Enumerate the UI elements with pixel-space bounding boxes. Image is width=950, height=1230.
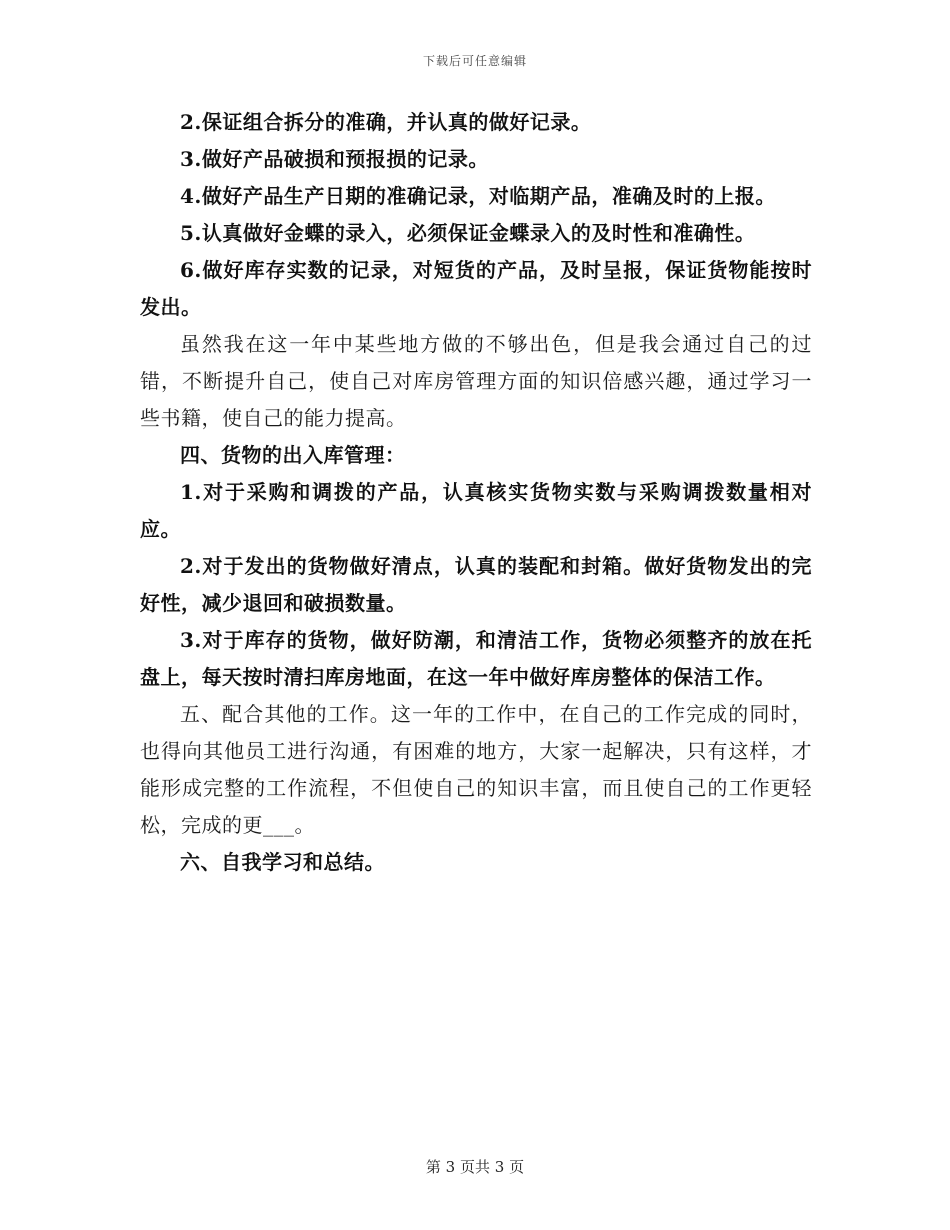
document-body (140, 104, 812, 881)
paragraph: 6.做好库存实数的记录，对短货的产品，及时呈报，保证货物能按时发出。 (140, 258, 812, 319)
page-header: 下载后可任意编辑 (422, 54, 527, 68)
page-footer: 第 3 页共 3 页 (425, 1158, 525, 1176)
paragraph: 3.对于库存的货物，做好防潮，和清洁工作，货物必须整齐的放在托盘上，每天按时清扫库房地面，在这一年中做好库房整体的保洁工作。 (140, 628, 812, 689)
paragraph: 3.做好产品破损和预报损的记录。 (180, 147, 489, 171)
paragraph: 2.对于发出的货物做好清点，认真的装配和封箱。做好货物发出的完好性，减少退回和破损数量。 (140, 554, 812, 615)
paragraph: 虽然我在这一年中某些地方做的不够出色，但是我会通过自己的过错，不断提升自己，使自己对库房管理方面的知识倍感兴趣，通过学习一些书籍，使自己的能力提高。 (140, 332, 812, 430)
paragraph: 4.做好产品生产日期的准确记录，对临期产品，准确及时的上报。 (180, 184, 776, 208)
paragraph: 2.保证组合拆分的准确，并认真的做好记录。 (180, 110, 592, 134)
section-heading: 六、自我学习和总结。 (180, 850, 385, 874)
section-heading: 四、货物的出入库管理： (180, 443, 406, 467)
paragraph: 1.对于采购和调拨的产品，认真核实货物实数与采购调拨数量相对应。 (140, 480, 812, 541)
paragraph: 五、配合其他的工作。这一年的工作中，在自己的工作完成的同时，也得向其他员工进行沟通，有困难的地方，大家一起解决，只有这样，才能形成完整的工作流程，不但使自己的知识丰富，而且使自己的工作更轻松，完成的更___。 (140, 702, 812, 837)
paragraph: 5.认真做好金蝶的录入，必须保证金蝶录入的及时性和准确性。 (180, 221, 756, 245)
